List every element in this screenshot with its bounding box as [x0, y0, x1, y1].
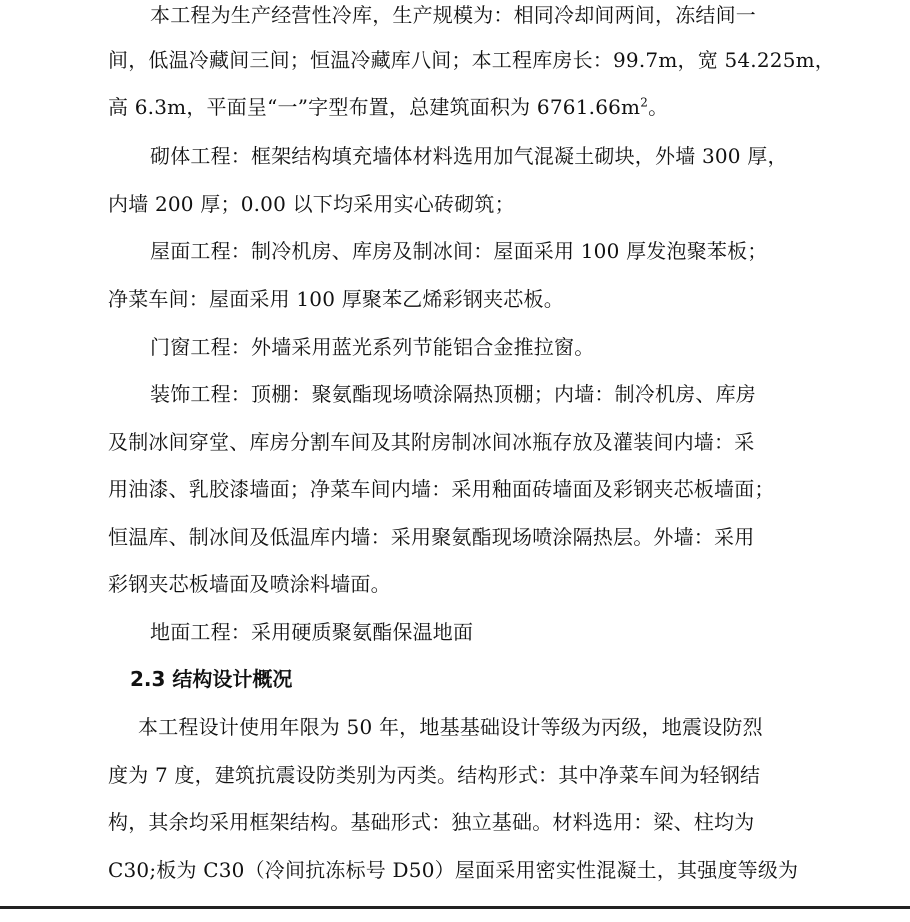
paragraph-line: C30;板为 C30（冷间抗冻标号 D50）屋面采用密实性混凝土，其强度等级为	[108, 858, 799, 882]
area-text: 高 6.3m，平面呈“一”字型布置，总建筑面积为 6761.66m	[108, 95, 641, 119]
paragraph-line: 装饰工程：顶棚：聚氨酯现场喷涂隔热顶棚；内墙：制冷机房、库房	[150, 382, 756, 406]
paragraph-line: 净菜车间：屋面采用 100 厚聚苯乙烯彩钢夹芯板。	[108, 287, 564, 311]
paragraph-line: 本工程设计使用年限为 50 年，地基基础设计等级为丙级，地震设防烈	[138, 715, 763, 739]
paragraph-line: 砌体工程：框架结构填充墙体材料选用加气混凝土砌块，外墙 300 厚，	[150, 144, 788, 168]
section-heading: 2.3 结构设计概况	[130, 667, 293, 691]
paragraph-line: 门窗工程：外墙采用蓝光系列节能铝合金推拉窗。	[150, 335, 595, 359]
paragraph-line: 度为 7 度，建筑抗震设防类别为丙类。结构形式：其中净菜车间为轻钢结	[108, 763, 761, 787]
paragraph-line: 本工程为生产经营性冷库，生产规模为：相同冷却间两间，冻结间一	[150, 3, 756, 27]
paragraph-line: 间，低温冷藏间三间；恒温冷藏库八间；本工程库房长：99.7m，宽 54.225m，	[108, 48, 835, 72]
paragraph-line: 恒温库、制冰间及低温库内墙：采用聚氨酯现场喷涂隔热层。外墙：采用	[108, 525, 755, 549]
paragraph-line: 彩钢夹芯板墙面及喷涂料墙面。	[108, 572, 391, 596]
area-suffix: 。	[648, 95, 669, 119]
paragraph-line: 地面工程：采用硬质聚氨酯保温地面	[150, 620, 474, 644]
paragraph-line: 构，其余均采用框架结构。基础形式：独立基础。材料选用：梁、柱均为	[108, 810, 755, 834]
paragraph-line: 内墙 200 厚；0.00 以下均采用实心砖砌筑；	[108, 192, 515, 216]
paragraph-line: 及制冰间穿堂、库房分割车间及其附房制冰间冰瓶存放及灌装间内墙：采	[108, 430, 755, 454]
paragraph-line: 屋面工程：制冷机房、库房及制冰间：屋面采用 100 厚发泡聚苯板；	[150, 239, 768, 263]
paragraph-line-area	[108, 92, 668, 122]
page-divider	[0, 906, 910, 909]
paragraph-line: 用油漆、乳胶漆墙面；净菜车间内墙：采用釉面砖墙面及彩钢夹芯板墙面；	[108, 477, 775, 501]
area-superscript: 2	[640, 95, 649, 110]
